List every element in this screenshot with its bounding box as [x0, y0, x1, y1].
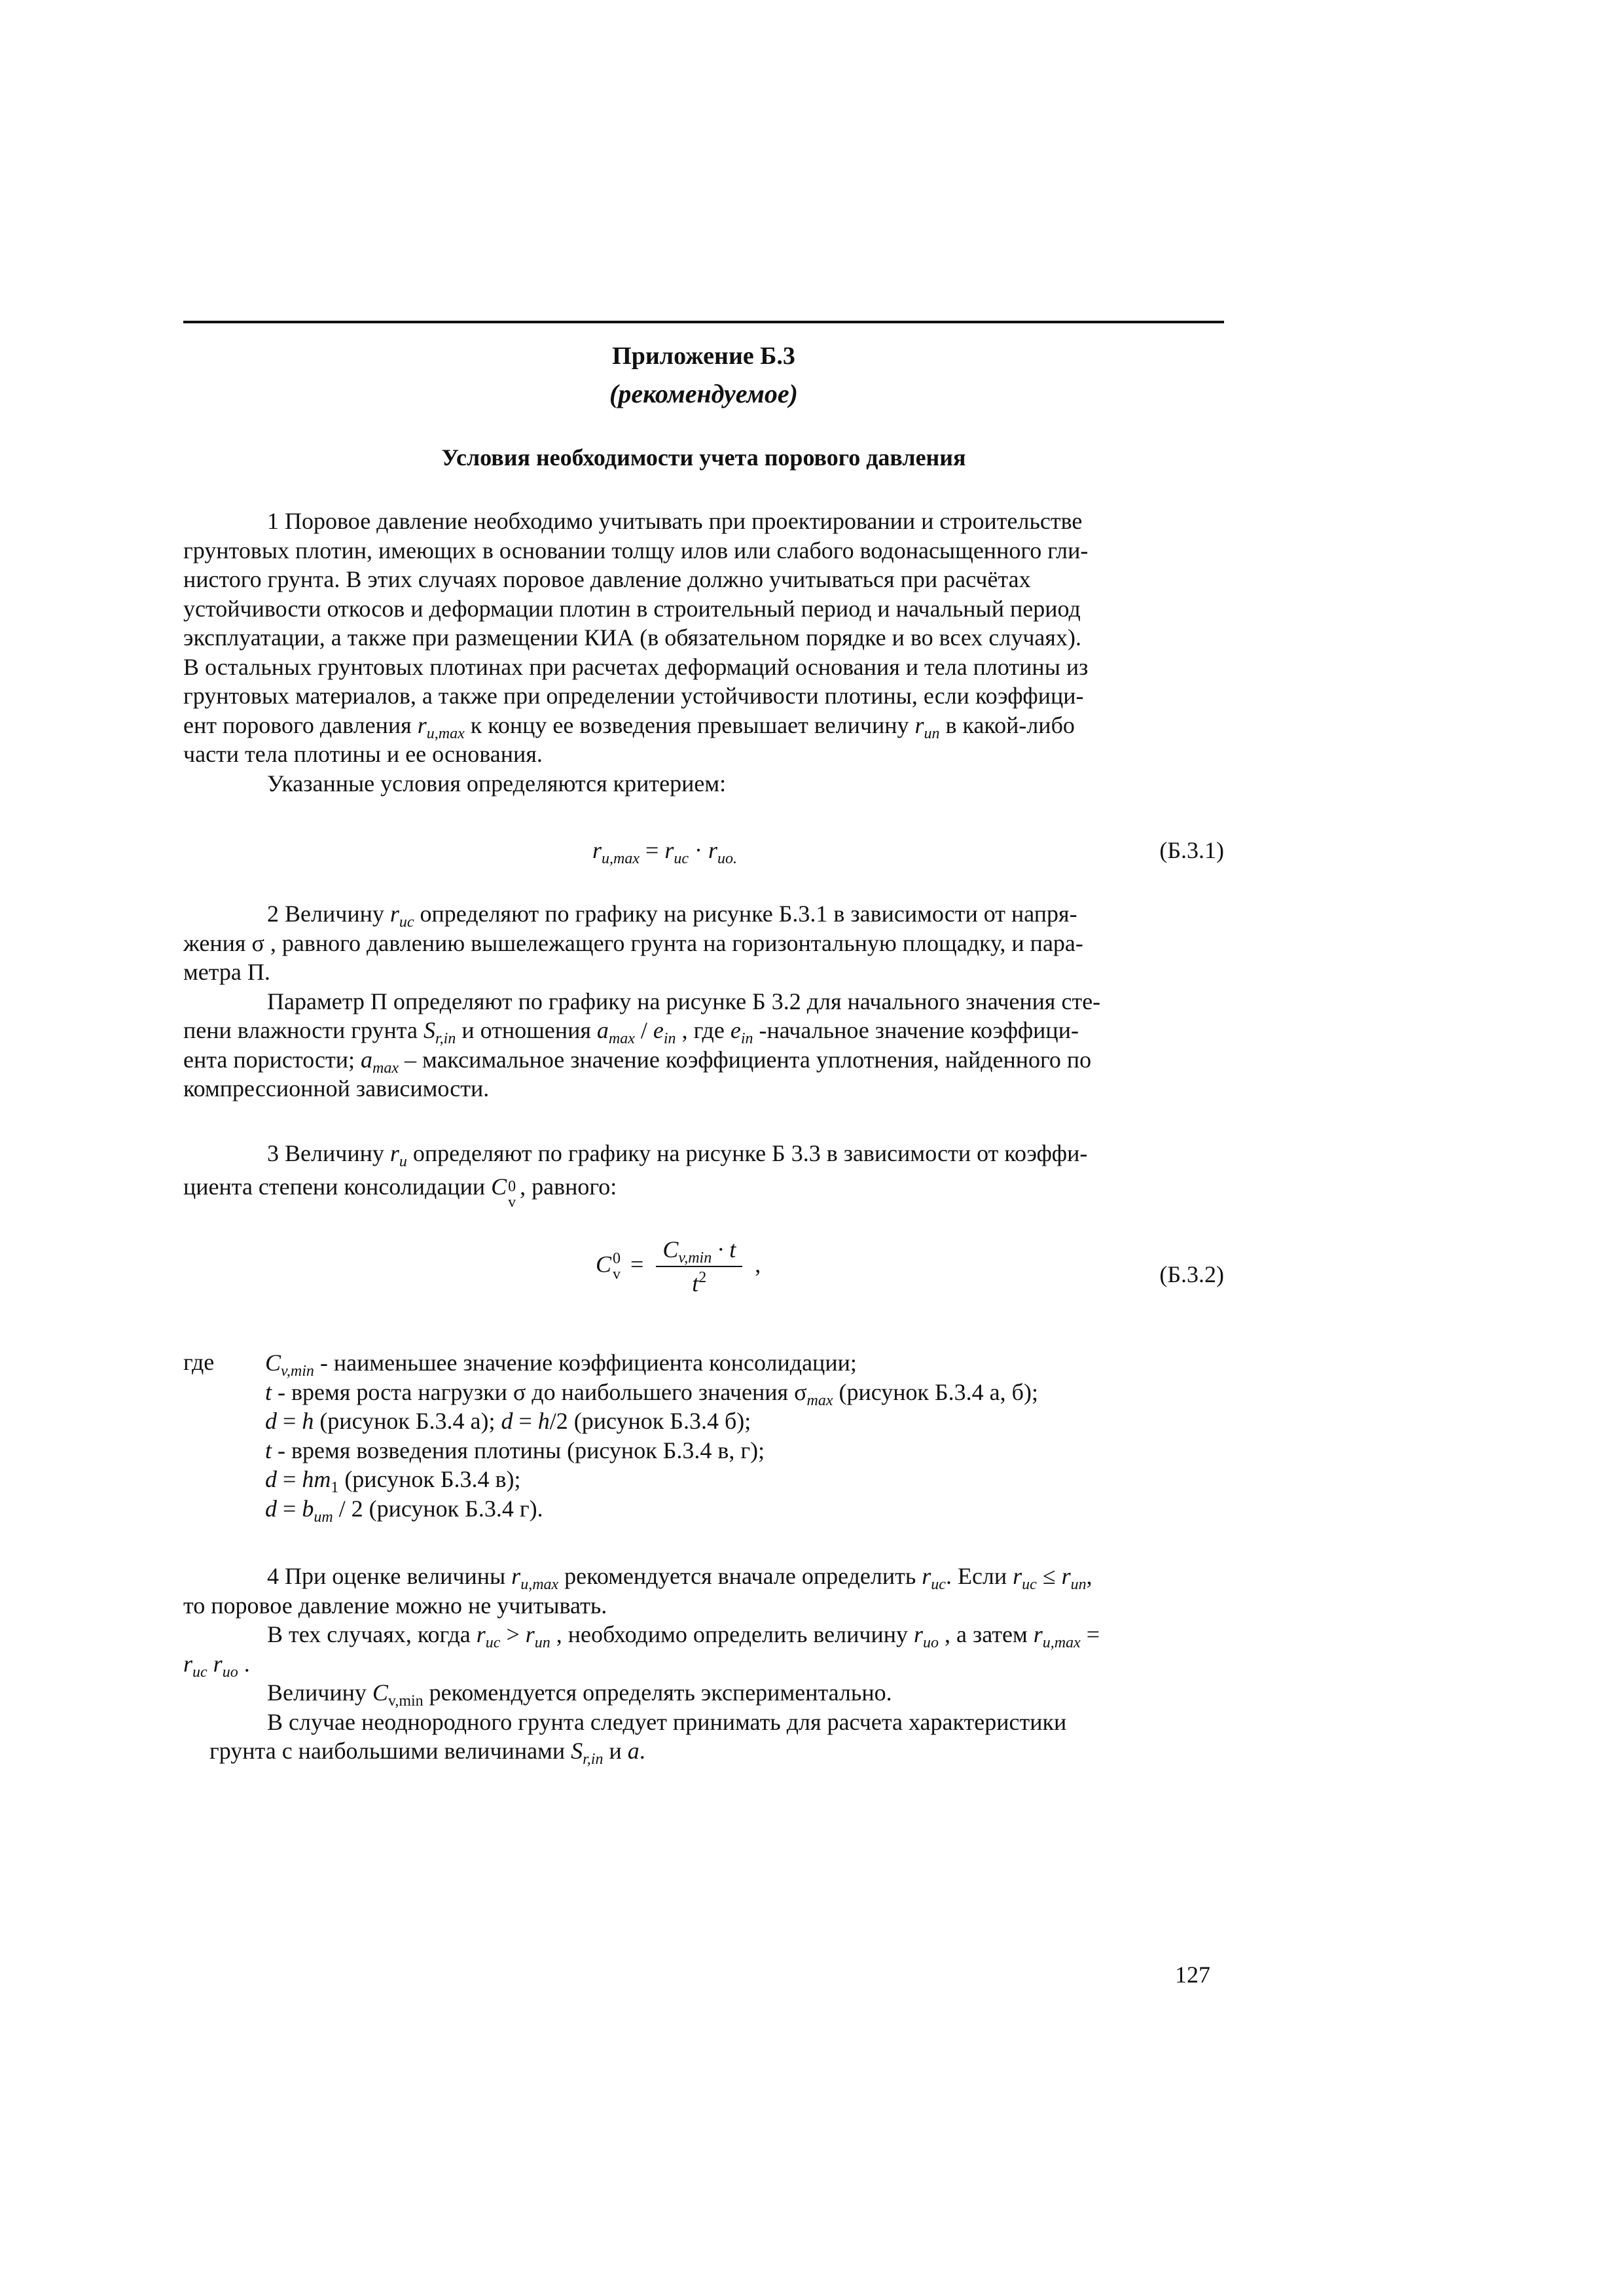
math-symbol: e	[730, 1017, 741, 1043]
text-line: устойчивости откосов и деформации плотин в строительный период и начальный период	[183, 595, 1081, 622]
math-symbol: r	[389, 901, 399, 927]
math-subscript: r,in	[583, 1751, 604, 1768]
math-symbol: C	[596, 1251, 612, 1278]
text-run: ент порового давления	[183, 711, 418, 738]
math-symbol: · t	[712, 1236, 736, 1263]
paragraph-4	[183, 1562, 1224, 1766]
math-subscript: uc	[931, 1576, 946, 1593]
text-line	[183, 1649, 1224, 1679]
text-run: .	[639, 1738, 645, 1764]
math-subscript: u	[399, 1153, 407, 1170]
math-punctuation: ,	[749, 1251, 761, 1278]
math-operator: >	[500, 1621, 526, 1647]
math-symbol: r	[914, 1621, 924, 1647]
math-subscript: u,max	[1042, 1634, 1081, 1651]
text-run: определяют по графику на рисунке Б 3.3 в зависимости от коэффи-	[406, 1140, 1088, 1166]
text-line: В случае неоднородного грунта следует принимать для расчета характеристики	[267, 1708, 1067, 1735]
math-operator: =	[640, 837, 665, 863]
text-line	[183, 1172, 1224, 1211]
math-symbol: r	[417, 711, 427, 738]
text-line: части тела плотины и ее основания.	[183, 741, 543, 767]
math-symbol: r	[207, 1650, 223, 1677]
text-run: 4 При оценке величины	[267, 1563, 512, 1589]
text-run: , равного:	[520, 1173, 617, 1200]
math-symbol: C	[265, 1350, 281, 1376]
math-subscript: v,min	[388, 1693, 424, 1710]
math-symbol: r	[1061, 1563, 1071, 1589]
math-symbol: S	[571, 1738, 583, 1764]
math-symbol: t	[692, 1270, 699, 1297]
text-run: - время роста нагрузки σ до наибольшего значения σ	[272, 1378, 807, 1405]
math-symbol: t	[265, 1378, 272, 1405]
text-line: то поровое давление можно не учитывать.	[183, 1592, 607, 1619]
text-run: , а затем	[939, 1621, 1034, 1647]
text-run: (рисунок Б.3.4 в);	[338, 1466, 521, 1492]
math-subscript: uc	[674, 850, 689, 867]
appendix-title: Приложение Б.3	[612, 342, 795, 370]
text-line	[183, 899, 1224, 929]
text-run: В тех случаях, когда	[267, 1621, 477, 1647]
math-symbol: a	[361, 1046, 373, 1073]
math-operator: =	[277, 1466, 302, 1492]
math-fraction	[656, 1236, 742, 1297]
text-run: рекомендуется определять экспериментально.	[423, 1679, 892, 1706]
text-line: грунтовых материалов, а также при определении устойчивости плотины, если коэффици-	[183, 683, 1084, 709]
text-line	[183, 1678, 1224, 1708]
math-subscript: un	[1070, 1576, 1087, 1593]
text-run: .	[238, 1650, 250, 1677]
math-symbol: r	[511, 1563, 521, 1589]
text-line: Параметр П определяют по графику на рисунке Б 3.2 для начального значения сте-	[267, 988, 1101, 1014]
where-item	[265, 1465, 1224, 1494]
fraction-numerator	[656, 1236, 742, 1267]
formula-b3-1	[592, 836, 737, 867]
math-symbol: r	[592, 837, 602, 863]
math-symbol: d	[265, 1495, 277, 1522]
math-symbol: r	[525, 1621, 535, 1647]
text-run: грунта с наибольшими величинами	[209, 1738, 571, 1764]
math-sup-sub-stack	[611, 1250, 624, 1283]
text-run: ента пористости;	[183, 1046, 361, 1073]
math-operator: /	[634, 1017, 653, 1043]
math-subscript: in	[663, 1030, 676, 1047]
where-list	[265, 1348, 1224, 1526]
math-symbol: a	[627, 1738, 640, 1764]
math-subscript: v,min	[281, 1363, 314, 1380]
math-symbol: r	[389, 1140, 399, 1166]
math-subscript: u,max	[602, 850, 640, 867]
text-line	[183, 1016, 1224, 1045]
math-subscript: uo	[222, 1663, 238, 1681]
math-subscript: uc	[1022, 1576, 1037, 1593]
text-run: (рисунок Б.3.4 а);	[314, 1408, 501, 1434]
math-subscript: uo	[923, 1634, 939, 1651]
equation-number-b3-2: (Б.3.2)	[1159, 1261, 1224, 1287]
math-subscript: uc	[485, 1634, 501, 1651]
math-subscript: u,max	[426, 725, 465, 742]
math-subscript: 1	[331, 1479, 339, 1496]
math-symbol: C	[491, 1173, 507, 1200]
text-run: к концу ее возведения превышает величину	[464, 711, 915, 738]
math-subscript: uc	[192, 1663, 208, 1681]
text-run: в какой-либо	[939, 711, 1075, 738]
text-line: грунтовых плотин, имеющих в основании толщу илов или слабого водонасыщенного гли-	[183, 537, 1089, 564]
text-line	[183, 1562, 1224, 1591]
math-subscript: max	[608, 1030, 635, 1047]
math-operator: =	[513, 1408, 538, 1434]
math-subscript: un	[924, 725, 940, 742]
text-run: / 2 (рисунок Б.3.4 г).	[333, 1495, 543, 1522]
paragraph-3	[183, 1139, 1224, 1211]
text-line: 1 Поровое давление необходимо учитывать при проектировании и строительстве	[267, 508, 1083, 534]
text-run: – максимальное значение коэффициента уплотнения, найденного по	[399, 1046, 1092, 1073]
fraction-denominator	[656, 1267, 742, 1297]
text-run: , где	[676, 1017, 731, 1043]
text-run: - наименьшее значение коэффициента консолидации;	[314, 1350, 857, 1376]
text-run: Величину	[267, 1679, 372, 1706]
math-subscript: uc	[399, 914, 414, 931]
where-item	[265, 1348, 1224, 1378]
math-symbol: r	[476, 1621, 486, 1647]
math-symbol: h	[537, 1408, 550, 1434]
text-run: - время возведения плотины (рисунок Б.3.4 в, г);	[272, 1437, 765, 1463]
math-subscript: v	[613, 1266, 621, 1283]
formula-b3-2	[596, 1236, 761, 1297]
math-symbol: C	[662, 1236, 679, 1263]
text-line: компрессионной зависимости.	[183, 1075, 490, 1102]
math-symbol: e	[653, 1017, 664, 1043]
equation-number-b3-1: (Б.3.1)	[1159, 837, 1224, 863]
text-run: пени влажности грунта	[183, 1017, 424, 1043]
paragraph-1	[183, 507, 1224, 798]
text-run: ,	[1086, 1563, 1092, 1589]
math-symbol: r	[708, 837, 717, 863]
math-symbol: d	[265, 1408, 277, 1434]
where-item	[265, 1494, 1224, 1524]
math-symbol: b	[302, 1495, 314, 1522]
math-subscript: um	[314, 1508, 333, 1526]
math-operator: ≤	[1036, 1563, 1062, 1589]
where-label: где	[183, 1349, 215, 1375]
math-subscript: un	[534, 1634, 550, 1651]
math-operator: =	[277, 1408, 302, 1434]
math-symbol: S	[423, 1017, 435, 1043]
header-rule	[183, 321, 1224, 323]
text-run: , необходимо определить величину	[550, 1621, 914, 1647]
math-symbol: d	[501, 1408, 513, 1434]
math-subscript: in	[740, 1030, 753, 1047]
math-subscript: v	[508, 1194, 516, 1211]
math-subscript: r,in	[435, 1030, 456, 1047]
text-run: рекомендуется вначале определить	[558, 1563, 922, 1589]
paragraph-2	[183, 899, 1224, 1103]
math-symbol: a	[596, 1017, 609, 1043]
text-line	[183, 1045, 1224, 1075]
text-run: 2 Величину	[267, 901, 390, 927]
where-item	[265, 1436, 1224, 1465]
section-title: Условия необходимости учета порового давления	[441, 444, 966, 471]
math-operator: =	[624, 1251, 650, 1278]
math-operator: =	[1080, 1621, 1100, 1647]
page-number: 127	[1175, 1962, 1210, 1988]
text-line	[183, 1736, 1224, 1766]
math-symbol: C	[372, 1679, 388, 1706]
math-subscript: max	[372, 1059, 399, 1077]
text-line	[183, 1620, 1224, 1649]
where-item	[265, 1407, 1224, 1436]
where-item	[265, 1378, 1224, 1407]
text-run: /2 (рисунок Б.3.4 б);	[549, 1408, 751, 1434]
text-run: и	[603, 1738, 628, 1764]
text-line: нистого грунта. В этих случаях поровое давление должно учитываться при расчётах	[183, 566, 1031, 592]
math-symbol: r	[1013, 1563, 1022, 1589]
math-symbol: d	[265, 1466, 277, 1492]
appendix-status: (рекомендуемое)	[609, 379, 798, 408]
text-run: -начальное значение коэффици-	[753, 1017, 1079, 1043]
math-superscript: 0	[508, 1178, 516, 1196]
math-subscript: uo.	[717, 850, 737, 867]
math-symbol: r	[922, 1563, 931, 1589]
math-symbol: t	[265, 1437, 272, 1463]
math-subscript: v,min	[678, 1249, 712, 1266]
text-line: метра П.	[183, 959, 270, 985]
math-sup-sub-stack	[507, 1178, 520, 1211]
math-superscript: 2	[698, 1269, 707, 1286]
text-line	[183, 1139, 1224, 1168]
text-line: Указанные условия определяются критерием:	[267, 770, 727, 797]
math-operator: ·	[688, 837, 708, 863]
math-symbol: r	[183, 1650, 193, 1677]
math-subscript: max	[806, 1391, 833, 1409]
math-symbol: hm	[302, 1466, 331, 1492]
math-operator: =	[277, 1495, 302, 1522]
math-symbol: r	[914, 711, 924, 738]
text-run: . Если	[945, 1563, 1013, 1589]
text-run: 3 Величину	[267, 1140, 390, 1166]
text-line: эксплуатации, а также при размещении КИА (в обязательном порядке и во всех случаях).	[183, 624, 1081, 651]
text-line: В остальных грунтовых плотинах при расчетах деформаций основания и тела плотины из	[183, 653, 1089, 680]
math-subscript: u,max	[520, 1576, 559, 1593]
text-line	[183, 711, 1224, 740]
math-symbol: r	[1033, 1621, 1043, 1647]
text-run: и отношения	[456, 1017, 597, 1043]
math-symbol: r	[664, 837, 674, 863]
math-superscript: 0	[613, 1250, 621, 1267]
text-line: жения σ , равного давлению вышележащего грунта на горизонтальную площадку, и пара-	[183, 929, 1083, 956]
math-symbol: h	[302, 1408, 314, 1434]
text-run: (рисунок Б.3.4 а, б);	[833, 1378, 1038, 1405]
text-run: циента степени консолидации	[183, 1173, 492, 1200]
text-run: определяют по графику на рисунке Б.3.1 в зависимости от напря-	[414, 901, 1077, 927]
